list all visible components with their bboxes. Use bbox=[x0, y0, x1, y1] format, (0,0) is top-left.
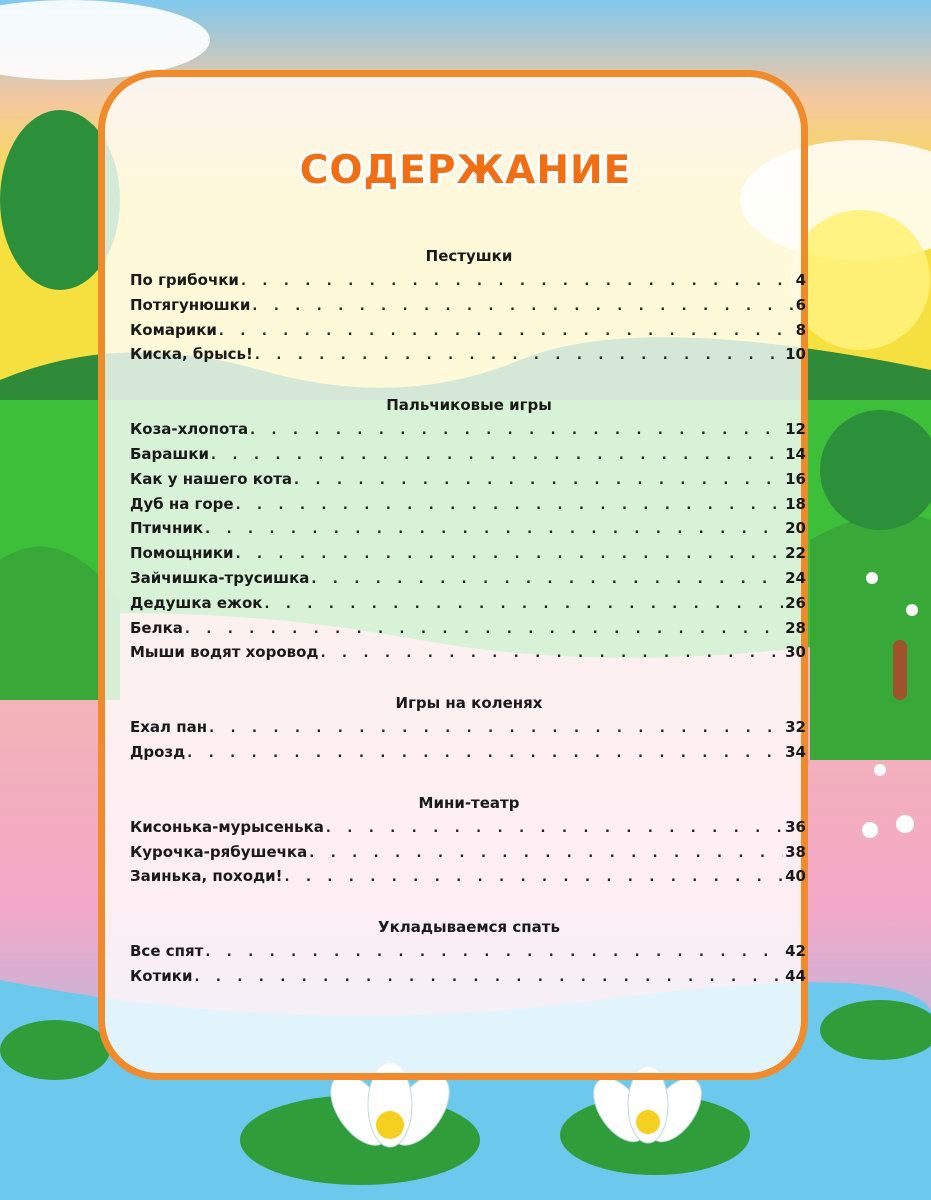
entry-page-number: 24 bbox=[785, 568, 806, 587]
entry-title: Все спят bbox=[130, 942, 204, 961]
entry-page-number: 6 bbox=[795, 295, 806, 314]
entry-title: Мыши водят хоровод bbox=[130, 643, 319, 662]
dot-leader bbox=[294, 469, 783, 494]
toc-entry[interactable] bbox=[130, 492, 806, 517]
toc-entry[interactable] bbox=[130, 640, 806, 665]
toc-entry[interactable] bbox=[130, 740, 806, 765]
entry-page-number: 16 bbox=[785, 469, 806, 488]
entry-title: Потягунюшки bbox=[130, 295, 251, 314]
section-heading: Мини-театр bbox=[418, 793, 520, 812]
entry-title: Дедушка ежок bbox=[130, 593, 263, 612]
entry-title: Белка bbox=[130, 618, 183, 637]
entry-title: Комарики bbox=[130, 320, 217, 339]
entry-page-number: 14 bbox=[785, 444, 806, 463]
entry-page-number: 22 bbox=[785, 544, 806, 563]
entry-title: Заинька, походи! bbox=[130, 867, 283, 886]
section-heading: Пальчиковые игры bbox=[386, 396, 552, 415]
toc-entry[interactable] bbox=[130, 342, 806, 367]
toc-entry[interactable] bbox=[130, 417, 806, 442]
page-title: СОДЕРЖАНИЕ bbox=[299, 148, 632, 193]
entry-title: Дрозд bbox=[130, 742, 186, 761]
toc-entry[interactable] bbox=[130, 268, 806, 293]
entry-title: По грибочки bbox=[130, 271, 239, 289]
entry-page-number: 30 bbox=[785, 643, 806, 662]
entry-page-number: 18 bbox=[785, 494, 806, 513]
entry-page-number: 4 bbox=[795, 271, 806, 289]
dot-leader bbox=[219, 320, 794, 345]
dot-leader bbox=[187, 742, 783, 767]
entry-page-number: 38 bbox=[785, 842, 806, 861]
toc-entry[interactable] bbox=[130, 467, 806, 492]
dot-leader bbox=[250, 419, 783, 444]
section-spacer bbox=[130, 665, 808, 691]
dot-leader bbox=[309, 842, 783, 867]
entry-title: Зайчишка-трусишка bbox=[130, 568, 310, 587]
toc-entry[interactable] bbox=[130, 566, 806, 591]
dot-leader bbox=[241, 270, 794, 295]
entry-title: Киска, брысь! bbox=[130, 345, 253, 364]
dot-leader bbox=[252, 295, 793, 320]
dot-leader bbox=[194, 966, 783, 991]
entry-title: Как у нашего кота bbox=[130, 469, 293, 488]
section-heading: Пестушки bbox=[425, 247, 513, 265]
dot-leader bbox=[205, 518, 783, 543]
entry-title: Барашки bbox=[130, 444, 210, 463]
entry-title: Дуб на горе bbox=[130, 494, 234, 513]
entry-page-number: 42 bbox=[785, 942, 806, 961]
toc-entry[interactable] bbox=[130, 964, 806, 989]
entry-page-number: 12 bbox=[785, 420, 806, 439]
toc-entry[interactable] bbox=[130, 293, 806, 318]
dot-leader bbox=[311, 568, 783, 593]
toc-entry[interactable] bbox=[130, 815, 806, 840]
toc-entry[interactable] bbox=[130, 591, 806, 616]
dot-leader bbox=[326, 817, 783, 842]
entry-page-number: 8 bbox=[795, 320, 806, 339]
entry-title: Ехал пан bbox=[130, 718, 208, 737]
entry-title: Коза-хлопота bbox=[130, 420, 249, 439]
entry-title: Курочка-рябушечка bbox=[130, 842, 308, 861]
toc-entry[interactable] bbox=[130, 715, 806, 740]
toc-entry[interactable] bbox=[130, 541, 806, 566]
toc-entry[interactable] bbox=[130, 516, 806, 541]
entry-title: Кисонька-мурысенька bbox=[130, 817, 324, 836]
dot-leader bbox=[205, 941, 783, 966]
entry-title: Помощники bbox=[130, 544, 234, 563]
dot-leader bbox=[284, 866, 783, 891]
entry-page-number: 26 bbox=[785, 593, 806, 612]
entry-page-number: 34 bbox=[785, 742, 806, 761]
section-spacer bbox=[130, 889, 808, 915]
entry-page-number: 10 bbox=[785, 345, 806, 364]
dot-leader bbox=[209, 717, 783, 742]
dot-leader bbox=[264, 593, 783, 618]
entry-title: Котики bbox=[130, 966, 193, 985]
toc-entry[interactable] bbox=[130, 442, 806, 467]
toc-entry[interactable] bbox=[130, 318, 806, 343]
dot-leader bbox=[236, 494, 784, 519]
toc-entry[interactable] bbox=[130, 864, 806, 889]
table-of-contents bbox=[130, 244, 808, 989]
entry-page-number: 40 bbox=[785, 867, 806, 886]
entry-page-number: 44 bbox=[785, 966, 806, 985]
dot-leader bbox=[236, 543, 784, 568]
entry-page-number: 28 bbox=[785, 618, 806, 637]
entry-page-number: 36 bbox=[785, 817, 806, 836]
section-spacer bbox=[130, 765, 808, 791]
entry-title: Птичник bbox=[130, 519, 204, 538]
entry-page-number: 20 bbox=[785, 519, 806, 538]
section-spacer bbox=[130, 367, 808, 393]
dot-leader bbox=[255, 344, 783, 369]
toc-entry[interactable] bbox=[130, 840, 806, 865]
dot-leader bbox=[185, 618, 783, 643]
dot-leader bbox=[321, 642, 784, 667]
section-heading: Укладываемся спать bbox=[378, 918, 560, 937]
dot-leader bbox=[211, 444, 783, 469]
toc-entry[interactable] bbox=[130, 939, 806, 964]
entry-page-number: 32 bbox=[785, 718, 806, 737]
toc-entry[interactable] bbox=[130, 616, 806, 641]
section-heading: Игры на коленях bbox=[395, 694, 543, 713]
